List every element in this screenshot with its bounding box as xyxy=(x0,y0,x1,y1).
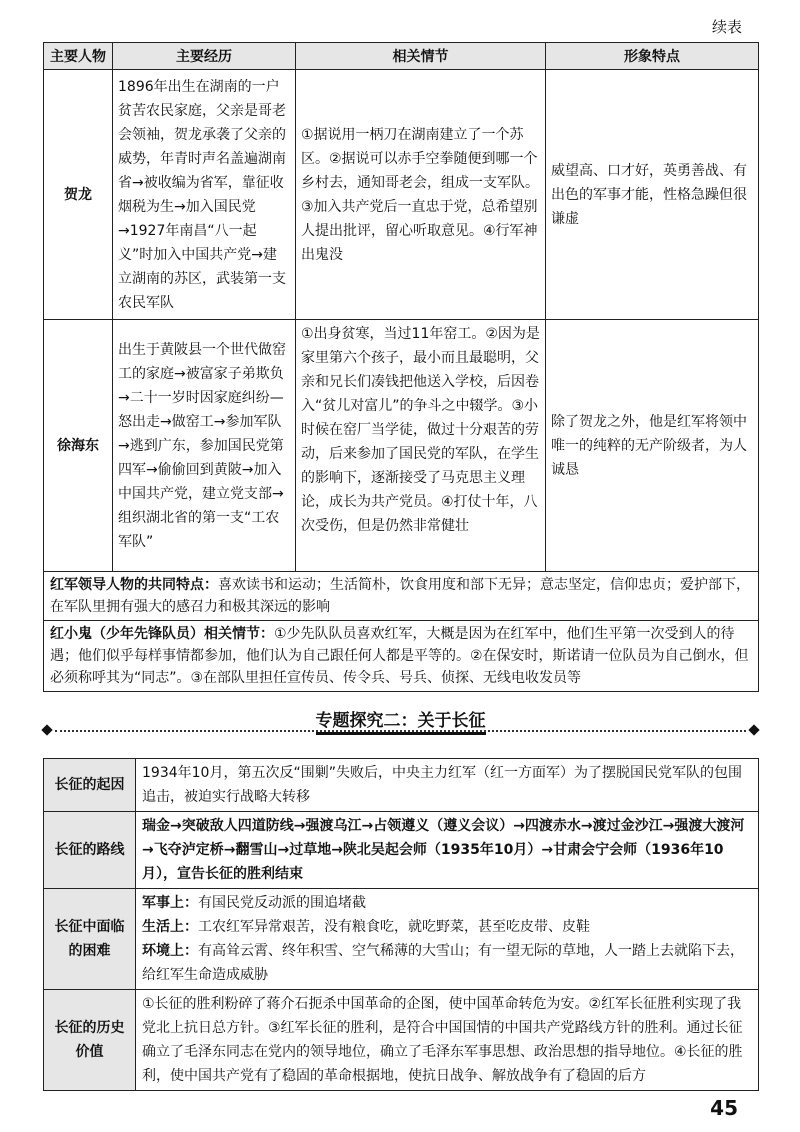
long-march-table xyxy=(43,758,759,1091)
row-difficulties xyxy=(136,889,759,990)
person-plot: ①出身贫寒，当过11年窑工。②因为是家里第六个孩子，最小而且最聪明，父亲和兄长们凑钱把他送入学校，后因卷入“贫儿对富儿”的争斗之中辍学。③小时候在窑厂当学徒，做过十分艰苦的劳动，后来参加了国民党的军队，在学生的影响下，逐渐接受了马克思主义理论，成长为共产党员。④打仗十年，八次受伤，但是仍然非常健壮 xyxy=(296,320,546,572)
common-traits-note xyxy=(44,572,759,621)
col-header-experience: 主要经历 xyxy=(113,43,296,70)
row-text: ①长征的胜利粉碎了蒋介石扼杀中国革命的企图，使中国革命转危为安。②红军长征胜利实现了我党北上抗日总方针。③红军长征的胜利，是符合中国国情的中国共产党路线方针的胜利。通过长征确立了毛泽东同志在党内的领导地位，确立了毛泽东军事思想、政治思想的指导地位。④长征的胜利，使中国共产党有了稳固的革命根据地，使抗日战争、解放战争有了稳固的后方 xyxy=(136,990,759,1091)
row-text: 1934年10月，第五次反“围剿”失败后，中央主力红军（红一方面军）为了摆脱国民党军队的包围追击，被迫实行战略大转移 xyxy=(136,759,759,812)
difficulty-label: 军事上： xyxy=(142,895,198,911)
difficulty-label: 生活上： xyxy=(142,919,198,935)
person-traits: 威望高、口才好，英勇善战、有出色的军事才能，性格急躁但很谦虚 xyxy=(546,70,759,320)
difficulty-item xyxy=(142,915,752,939)
person-plot: ①据说用一柄刀在湖南建立了一个苏区。②据说可以赤手空拳随便到哪一个乡村去，通知哥老会，组成一支军队。③加入共产党后一直忠于党，总希望别人提出批评，留心听取意见。④行军神出鬼没 xyxy=(296,70,546,320)
little-red-devil-text: ①少先队队员喜欢红军，大概是因为在红军中，他们生平第一次受到人的待遇；他们似乎每样事情都参加，他们认为自己跟任何人都是平等的。②在保安时，斯诺请一位队员为自己倒水，但必须称呼其为“同志”。③在部队里担任宣传员、传令兵、号兵、侦探、无线电收发员等 xyxy=(50,626,749,686)
person-name: 徐海东 xyxy=(44,320,113,572)
table-row xyxy=(44,759,759,812)
continue-label: 续表 xyxy=(711,18,742,36)
person-name: 贺龙 xyxy=(44,70,113,320)
person-experience: 1896年出生在湖南的一户贫苦农民家庭，父亲是哥老会领袖，贺龙承袭了父亲的威势，年青时声名盖遍湖南省→被收编为省军，靠征收烟税为生→加入国民党→1927年南昌“八一起义”时加入中国共产党→建立湖南的苏区，武装第一支农民军队 xyxy=(113,70,296,320)
col-header-person: 主要人物 xyxy=(44,43,113,70)
table-row xyxy=(44,812,759,889)
person-traits: 除了贺龙之外，他是红军将领中唯一的纯粹的无产阶级者，为人诚恳 xyxy=(546,320,759,572)
little-red-devil-row xyxy=(44,621,759,692)
table-row xyxy=(44,990,759,1091)
row-label: 长征中面临的困难 xyxy=(44,889,136,990)
little-red-devil-label: 红小鬼（少年先锋队员）相关情节： xyxy=(50,626,274,642)
table-row xyxy=(44,889,759,990)
person-experience: 出生于黄陂县一个世代做窑工的家庭→被富家子弟欺负→二十一岁时因家庭纠纷—怒出走→做窑工→参加军队→逃到广东，参加国民党第四军→偷偷回到黄陂→加入中国共产党，建立党支部→组织湖北省的第一支“工农军队” xyxy=(113,320,296,572)
characters-table xyxy=(43,42,759,692)
difficulty-item xyxy=(142,891,752,915)
col-header-traits: 形象特点 xyxy=(546,43,759,70)
row-label: 长征的历史价值 xyxy=(44,990,136,1091)
row-label: 长征的路线 xyxy=(44,812,136,889)
difficulty-text: 有高耸云霄、终年积雪、空气稀薄的大雪山；有一望无际的草地，人一踏上去就陷下去，给红军生命造成威胁 xyxy=(142,943,744,983)
table-row xyxy=(44,320,759,572)
section-title-bar xyxy=(43,706,758,746)
common-traits-label: 红军领导人物的共同特点： xyxy=(50,577,218,593)
row-label: 长征的起因 xyxy=(44,759,136,812)
row-text: 瑞金→突破敌人四道防线→强渡乌江→占领遵义（遵义会议）→四渡赤水→渡过金沙江→强渡大渡河→飞夺泸定桥→翻雪山→过草地→陕北吴起会师（1935年10月）→甘肃会宁会师（1936年10月），宣告长征的胜利结束 xyxy=(136,812,759,889)
common-traits-row xyxy=(44,572,759,621)
difficulty-text: 工农红军异常艰苦，没有粮食吃，就吃野菜，甚至吃皮带、皮鞋 xyxy=(198,919,590,935)
page-number: 45 xyxy=(710,1096,738,1120)
col-header-plot: 相关情节 xyxy=(296,43,546,70)
difficulty-text: 有国民党反动派的围追堵截 xyxy=(198,895,366,911)
difficulty-item xyxy=(142,939,752,987)
table-header-row xyxy=(44,43,759,70)
table-row xyxy=(44,70,759,320)
section-title-text: 专题探究二：关于长征 xyxy=(316,711,486,735)
little-red-devil-note xyxy=(44,621,759,692)
section-title xyxy=(43,706,758,731)
difficulty-label: 环境上： xyxy=(142,943,198,959)
common-traits-text: 喜欢读书和运动；生活简朴，饮食用度和部下无异；意志坚定，信仰忠贞；爱护部下，在军队里拥有强大的感召力和极其深远的影响 xyxy=(50,577,750,615)
